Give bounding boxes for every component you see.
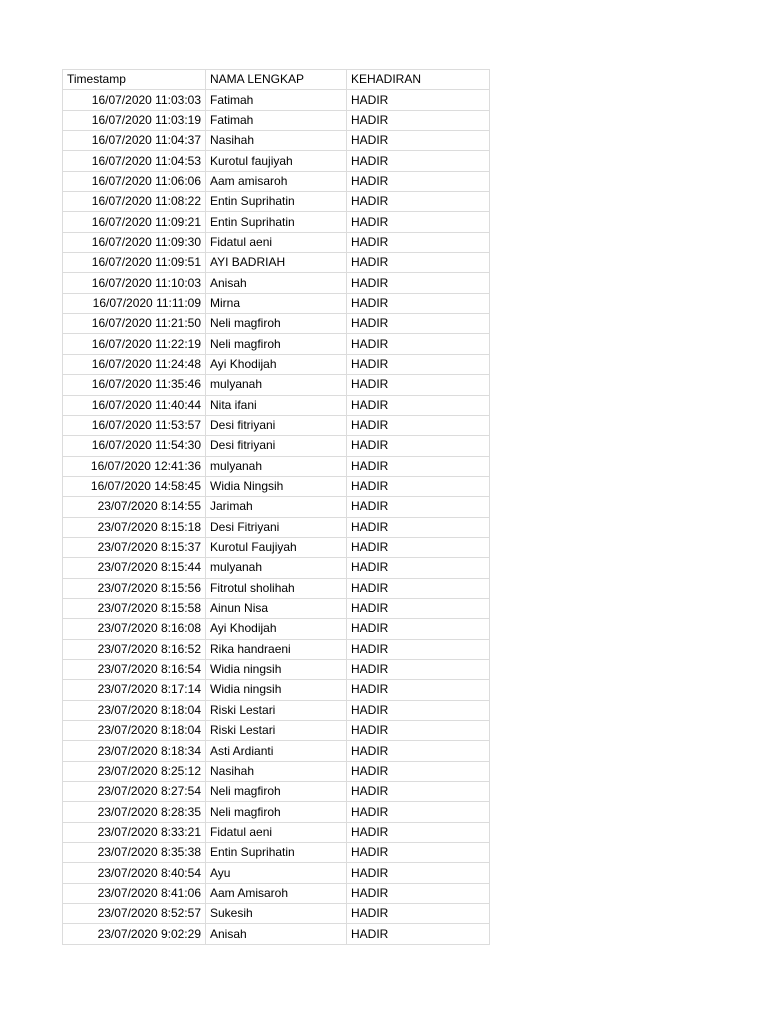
- table-row: [63, 822, 490, 842]
- cell-attendance: HADIR: [347, 375, 490, 395]
- cell-full-name: Neli magfiroh: [206, 334, 347, 354]
- cell-full-name: mulyanah: [206, 375, 347, 395]
- table-row: [63, 578, 490, 598]
- table-row: [63, 558, 490, 578]
- cell-full-name: Anisah: [206, 273, 347, 293]
- cell-timestamp: 16/07/2020 11:03:19: [63, 110, 206, 130]
- table-row: [63, 700, 490, 720]
- cell-full-name: Desi fitriyani: [206, 436, 347, 456]
- table-row: [63, 456, 490, 476]
- cell-full-name: mulyanah: [206, 456, 347, 476]
- cell-full-name: Jarimah: [206, 497, 347, 517]
- cell-attendance: HADIR: [347, 90, 490, 110]
- cell-full-name: Nita ifani: [206, 395, 347, 415]
- cell-attendance: HADIR: [347, 314, 490, 334]
- table-row: [63, 659, 490, 679]
- table-row: [63, 843, 490, 863]
- cell-attendance: HADIR: [347, 883, 490, 903]
- cell-attendance: HADIR: [347, 802, 490, 822]
- cell-timestamp: 23/07/2020 8:16:52: [63, 639, 206, 659]
- cell-full-name: Entin Suprihatin: [206, 843, 347, 863]
- cell-full-name: mulyanah: [206, 558, 347, 578]
- cell-timestamp: 23/07/2020 8:15:44: [63, 558, 206, 578]
- table-row: [63, 334, 490, 354]
- cell-full-name: Widia ningsih: [206, 680, 347, 700]
- cell-timestamp: 23/07/2020 9:02:29: [63, 924, 206, 944]
- table-row: [63, 863, 490, 883]
- cell-attendance: HADIR: [347, 822, 490, 842]
- cell-timestamp: 16/07/2020 11:22:19: [63, 334, 206, 354]
- cell-attendance: HADIR: [347, 151, 490, 171]
- table-row: [63, 436, 490, 456]
- cell-full-name: Desi fitriyani: [206, 415, 347, 435]
- cell-timestamp: 16/07/2020 11:53:57: [63, 415, 206, 435]
- cell-full-name: Asti Ardianti: [206, 741, 347, 761]
- cell-attendance: HADIR: [347, 904, 490, 924]
- cell-full-name: Ainun Nisa: [206, 598, 347, 618]
- cell-full-name: Fidatul aeni: [206, 822, 347, 842]
- table-row: [63, 924, 490, 944]
- cell-timestamp: 23/07/2020 8:18:04: [63, 700, 206, 720]
- cell-timestamp: 16/07/2020 11:40:44: [63, 395, 206, 415]
- table-row: [63, 192, 490, 212]
- table-row: [63, 354, 490, 374]
- cell-full-name: Fidatul aeni: [206, 232, 347, 252]
- cell-attendance: HADIR: [347, 293, 490, 313]
- table-row: [63, 212, 490, 232]
- cell-timestamp: 16/07/2020 12:41:36: [63, 456, 206, 476]
- cell-attendance: HADIR: [347, 192, 490, 212]
- cell-timestamp: 23/07/2020 8:33:21: [63, 822, 206, 842]
- cell-full-name: Widia ningsih: [206, 659, 347, 679]
- table-row: [63, 741, 490, 761]
- attendance-table: [62, 69, 490, 945]
- cell-attendance: HADIR: [347, 558, 490, 578]
- cell-attendance: HADIR: [347, 131, 490, 151]
- cell-full-name: Nasihah: [206, 131, 347, 151]
- cell-full-name: Fitrotul sholihah: [206, 578, 347, 598]
- cell-full-name: Aam amisaroh: [206, 171, 347, 191]
- header-full-name: NAMA LENGKAP: [206, 70, 347, 90]
- cell-full-name: Widia Ningsih: [206, 476, 347, 496]
- cell-timestamp: 16/07/2020 11:04:37: [63, 131, 206, 151]
- table-row: [63, 273, 490, 293]
- cell-full-name: Ayi Khodijah: [206, 619, 347, 639]
- cell-timestamp: 23/07/2020 8:17:14: [63, 680, 206, 700]
- cell-attendance: HADIR: [347, 232, 490, 252]
- cell-attendance: HADIR: [347, 110, 490, 130]
- cell-attendance: HADIR: [347, 843, 490, 863]
- table-row: [63, 314, 490, 334]
- cell-attendance: HADIR: [347, 721, 490, 741]
- cell-full-name: Fatimah: [206, 90, 347, 110]
- cell-timestamp: 23/07/2020 8:15:37: [63, 537, 206, 557]
- table-row: [63, 619, 490, 639]
- cell-full-name: Neli magfiroh: [206, 782, 347, 802]
- table-row: [63, 883, 490, 903]
- cell-full-name: Ayi Khodijah: [206, 354, 347, 374]
- cell-timestamp: 16/07/2020 11:03:03: [63, 90, 206, 110]
- cell-timestamp: 23/07/2020 8:27:54: [63, 782, 206, 802]
- cell-timestamp: 16/07/2020 11:10:03: [63, 273, 206, 293]
- cell-timestamp: 23/07/2020 8:25:12: [63, 761, 206, 781]
- cell-timestamp: 23/07/2020 8:52:57: [63, 904, 206, 924]
- table-row: [63, 721, 490, 741]
- cell-timestamp: 23/07/2020 8:15:56: [63, 578, 206, 598]
- table-header: [63, 70, 490, 90]
- cell-timestamp: 16/07/2020 11:35:46: [63, 375, 206, 395]
- cell-full-name: Neli magfiroh: [206, 314, 347, 334]
- cell-attendance: HADIR: [347, 476, 490, 496]
- header-row: [63, 70, 490, 90]
- cell-attendance: HADIR: [347, 253, 490, 273]
- cell-timestamp: 16/07/2020 11:09:21: [63, 212, 206, 232]
- table-row: [63, 131, 490, 151]
- cell-full-name: AYI BADRIAH: [206, 253, 347, 273]
- cell-attendance: HADIR: [347, 578, 490, 598]
- cell-full-name: Kurotul Faujiyah: [206, 537, 347, 557]
- cell-attendance: HADIR: [347, 212, 490, 232]
- cell-timestamp: 23/07/2020 8:28:35: [63, 802, 206, 822]
- cell-timestamp: 23/07/2020 8:14:55: [63, 497, 206, 517]
- cell-timestamp: 23/07/2020 8:18:34: [63, 741, 206, 761]
- table-row: [63, 598, 490, 618]
- cell-timestamp: 23/07/2020 8:15:58: [63, 598, 206, 618]
- cell-full-name: Ayu: [206, 863, 347, 883]
- header-attendance: KEHADIRAN: [347, 70, 490, 90]
- cell-full-name: Neli magfiroh: [206, 802, 347, 822]
- cell-attendance: HADIR: [347, 782, 490, 802]
- cell-attendance: HADIR: [347, 924, 490, 944]
- cell-timestamp: 16/07/2020 11:21:50: [63, 314, 206, 334]
- table-row: [63, 151, 490, 171]
- cell-timestamp: 23/07/2020 8:16:08: [63, 619, 206, 639]
- table-row: [63, 782, 490, 802]
- cell-attendance: HADIR: [347, 598, 490, 618]
- cell-full-name: Riski Lestari: [206, 700, 347, 720]
- table-row: [63, 293, 490, 313]
- header-timestamp: Timestamp: [63, 70, 206, 90]
- cell-timestamp: 16/07/2020 11:09:30: [63, 232, 206, 252]
- cell-full-name: Desi Fitriyani: [206, 517, 347, 537]
- table-row: [63, 395, 490, 415]
- cell-full-name: Nasihah: [206, 761, 347, 781]
- cell-timestamp: 23/07/2020 8:15:18: [63, 517, 206, 537]
- cell-attendance: HADIR: [347, 436, 490, 456]
- cell-timestamp: 16/07/2020 11:11:09: [63, 293, 206, 313]
- table-row: [63, 232, 490, 252]
- cell-timestamp: 16/07/2020 11:08:22: [63, 192, 206, 212]
- table-row: [63, 171, 490, 191]
- table-row: [63, 802, 490, 822]
- cell-attendance: HADIR: [347, 395, 490, 415]
- cell-timestamp: 23/07/2020 8:40:54: [63, 863, 206, 883]
- cell-timestamp: 23/07/2020 8:16:54: [63, 659, 206, 679]
- cell-timestamp: 16/07/2020 11:06:06: [63, 171, 206, 191]
- cell-timestamp: 23/07/2020 8:18:04: [63, 721, 206, 741]
- cell-attendance: HADIR: [347, 171, 490, 191]
- cell-attendance: HADIR: [347, 354, 490, 374]
- table-row: [63, 375, 490, 395]
- table-row: [63, 476, 490, 496]
- cell-attendance: HADIR: [347, 639, 490, 659]
- table-row: [63, 110, 490, 130]
- cell-timestamp: 16/07/2020 11:09:51: [63, 253, 206, 273]
- cell-full-name: Entin Suprihatin: [206, 212, 347, 232]
- table-row: [63, 253, 490, 273]
- cell-full-name: Rika handraeni: [206, 639, 347, 659]
- cell-attendance: HADIR: [347, 741, 490, 761]
- table-row: [63, 415, 490, 435]
- cell-attendance: HADIR: [347, 334, 490, 354]
- cell-attendance: HADIR: [347, 537, 490, 557]
- table-row: [63, 517, 490, 537]
- table-row: [63, 497, 490, 517]
- cell-full-name: Mirna: [206, 293, 347, 313]
- cell-full-name: Riski Lestari: [206, 721, 347, 741]
- cell-attendance: HADIR: [347, 680, 490, 700]
- cell-timestamp: 23/07/2020 8:41:06: [63, 883, 206, 903]
- cell-full-name: Kurotul faujiyah: [206, 151, 347, 171]
- cell-full-name: Fatimah: [206, 110, 347, 130]
- cell-attendance: HADIR: [347, 273, 490, 293]
- table-row: [63, 761, 490, 781]
- cell-attendance: HADIR: [347, 700, 490, 720]
- table-row: [63, 680, 490, 700]
- cell-attendance: HADIR: [347, 659, 490, 679]
- cell-timestamp: 23/07/2020 8:35:38: [63, 843, 206, 863]
- cell-timestamp: 16/07/2020 11:04:53: [63, 151, 206, 171]
- cell-full-name: Anisah: [206, 924, 347, 944]
- table-row: [63, 904, 490, 924]
- cell-attendance: HADIR: [347, 619, 490, 639]
- table-row: [63, 537, 490, 557]
- cell-attendance: HADIR: [347, 456, 490, 476]
- cell-timestamp: 16/07/2020 11:24:48: [63, 354, 206, 374]
- cell-timestamp: 16/07/2020 11:54:30: [63, 436, 206, 456]
- cell-timestamp: 16/07/2020 14:58:45: [63, 476, 206, 496]
- cell-attendance: HADIR: [347, 761, 490, 781]
- table-row: [63, 639, 490, 659]
- cell-full-name: Entin Suprihatin: [206, 192, 347, 212]
- cell-attendance: HADIR: [347, 497, 490, 517]
- cell-full-name: Aam Amisaroh: [206, 883, 347, 903]
- cell-attendance: HADIR: [347, 415, 490, 435]
- cell-attendance: HADIR: [347, 517, 490, 537]
- cell-full-name: Sukesih: [206, 904, 347, 924]
- table-row: [63, 90, 490, 110]
- cell-attendance: HADIR: [347, 863, 490, 883]
- table-body: [63, 90, 490, 944]
